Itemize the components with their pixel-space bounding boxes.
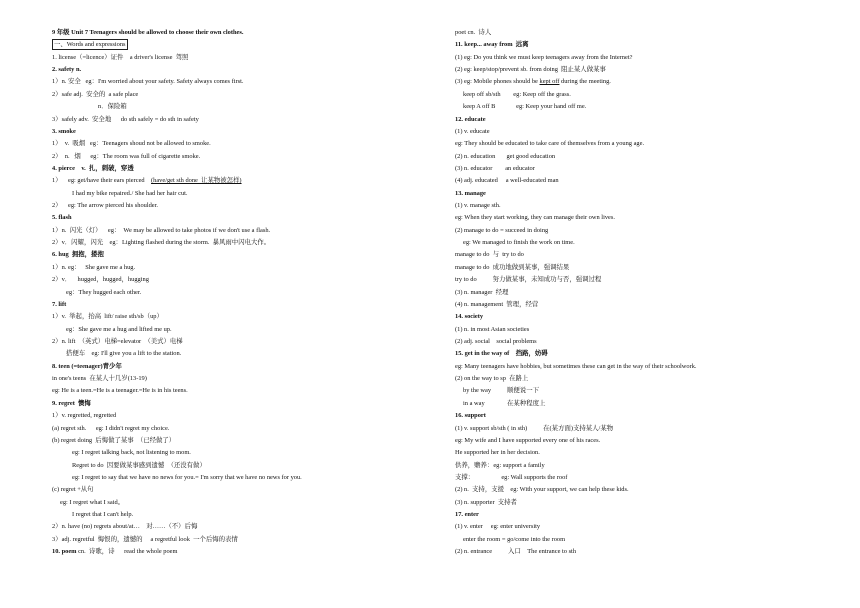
text-line: 1） eg: get/have their ears pierced (have/get sth done 让某物被怎样)	[52, 177, 242, 185]
text-line: 支撑： eg: Wall supports the roof	[455, 473, 568, 481]
text-line: 2） n. 烟 eg：The room was full of cigarette smoke.	[52, 152, 201, 160]
text-line: eg: We managed to finish the work on time.	[463, 239, 575, 247]
text-line: 11. keep... away from 远离	[455, 41, 529, 49]
text-line: (3) n. supporter 支持者	[455, 498, 517, 506]
text-line: 1）n. eg： She gave me a hug.	[52, 263, 136, 271]
text-line: (2) adj. social social problems	[455, 337, 537, 345]
text-line: (2) manage to do = succeed in doing	[455, 226, 549, 234]
text-line: 2）v．闪耀，闪光 eg：Lighting flashed during the storm. 暴风雨中闪电大作。	[52, 239, 271, 247]
text-line: in one's teens 在某人十几岁(13-19)	[52, 375, 147, 383]
text-line: (1) n. in most Asian societies	[455, 325, 530, 333]
text-line: 3. smoke	[52, 127, 76, 135]
text-line: (4) adj. educated a well-educated man	[455, 177, 559, 185]
text-line	[52, 39, 422, 51]
text-line: 15. get in the way of 挡路，妨碍	[455, 350, 548, 358]
text-line: (3) n. educator an educator	[455, 164, 535, 172]
text-line: (3) eg: Mobile phones should be kept off during the meeting.	[455, 78, 611, 86]
right-column	[455, 27, 835, 558]
text-line: 2）n. have (no) regrets about/at… 对……（不）后悔	[52, 523, 198, 531]
text-line: (3) n. manager 经理	[455, 288, 509, 296]
text-line: manage to do 与 try to do	[455, 251, 524, 259]
text-line: (2) n. entrance 入口 The entrance to sth	[455, 548, 577, 556]
text-line: eg: Many teenagers have hobbies, but sometimes these can get in the way of their schoolwork.	[455, 362, 697, 370]
text-line: (a) regret sth. eg: I didn't regret my choice.	[52, 424, 170, 432]
text-line: eg: He is a teen.=He is a teenager.=He is in his teens.	[52, 387, 188, 395]
text-line: (1) v. educate	[455, 127, 490, 135]
text-line: 1）n. 安全 eg：I'm worried about your safety. Safety always comes first.	[52, 78, 244, 86]
text-line: eg: I regret what I said。	[60, 498, 125, 506]
text-line: 13. manage	[455, 189, 486, 197]
text-line: I regret that I can't help.	[72, 511, 134, 519]
text-line: 搭便车 eg: I'll give you a lift to the station.	[66, 350, 182, 358]
text-line: 12. educate	[455, 115, 486, 123]
text-line: (1) v. support sb/sth ( in sth) 在(某方面)支持某人/某物	[455, 424, 614, 432]
text-line: 2）v． hugged，hugged，hugging	[52, 276, 149, 284]
text-line: keep A off B eg: Keep your hand off me.	[463, 103, 587, 111]
text-line: eg: When they start working, they can manage their own lives.	[455, 214, 615, 222]
left-column	[52, 27, 422, 558]
text-line: 6. hug 拥抱，搂抱	[52, 251, 104, 259]
text-line: eg: My wife and I have supported every one of his races.	[455, 436, 601, 444]
text-line: (2) eg: keep/stop/prevent sb. from doing 阻止某人做某事	[455, 66, 606, 74]
text-line: 1）v. regretted, regretted	[52, 412, 117, 420]
text-line: by the way 顺便说一下	[463, 387, 539, 395]
text-line: I had my bike repaired./ She had her hair cut.	[72, 189, 188, 197]
text-line: (4) n. management 管理，经营	[455, 300, 539, 308]
text-line: manage to do 成功地做到某事，强调结果	[455, 263, 570, 271]
text-line: in a way 在某种程度上	[463, 399, 546, 407]
text-line: 2. safety n.	[52, 66, 82, 74]
text-line: 10. poem cn. 诗歌，诗 read the whole poem	[52, 548, 178, 556]
text-line: eg：She gave me a hug and lifted me up.	[66, 325, 172, 333]
text-line: 7. lift	[52, 300, 67, 308]
text-line: eg: They should be educated to take care of themselves from a young age.	[455, 140, 645, 148]
text-line: enter the room = go/come into the room	[463, 535, 566, 543]
text-line: 1）n. 闪光（灯） eg： We may be allowed to take photos if we don't use a flash.	[52, 226, 271, 234]
text-line: (2) n. 支持，支援 eg: With your support, we can help these kids.	[455, 486, 629, 494]
text-line: 3）safely adv. 安全地 do sth safely = do sth in safety	[52, 115, 199, 123]
text-line: keep off sb/sth eg: Keep off the grass.	[463, 90, 571, 98]
text-line: 8. teen (=teenager)青少年	[52, 362, 122, 370]
text-line: 2）safe adj. 安全的 a safe place	[52, 90, 139, 98]
text-line: n．保险箱	[98, 103, 127, 111]
text-line: (1) v. enter eg: enter university	[455, 523, 541, 531]
text-line: (2) on the way to sp 在路上	[455, 375, 529, 383]
text-line: try to do 努力做某事，未知成功与否，强调过程	[455, 276, 602, 284]
text-line: poet cn. 诗人	[455, 29, 492, 36]
text-line: 5. flash	[52, 214, 72, 222]
text-line: eg: I regret talking back, not listening to mom.	[72, 449, 191, 457]
text-line: Regret to do 因要做某事感到遗憾 （还没有做）	[72, 461, 206, 469]
text-line: 14. society	[455, 313, 484, 321]
text-line: (1) v. manage sth.	[455, 202, 501, 210]
text-line: 1）v. 举起，抬高 lift/ raise sth/sb（up）	[52, 313, 163, 321]
text-line: eg：They hugged each other.	[66, 288, 142, 296]
text-line: 4. pierce v. 扎，刺破，穿透	[52, 164, 134, 172]
text-line: 1. license（=licence）证件 a driver's license 驾照	[52, 53, 189, 61]
text-line: 9. regret 懊悔	[52, 399, 91, 407]
text-line: eg: I regret to say that we have no news for you.= I'm sorry that we have no news for you.	[72, 473, 302, 481]
text-line: (b) regret doing 后悔做了某事 （已经做了）	[52, 436, 176, 444]
text-line: 1） v. 吸烟 eg：Teenagers shoud not be allowed to smoke.	[52, 140, 211, 148]
text-line: 2） eg: The arrow pierced his shoulder.	[52, 202, 159, 210]
text-line: (c) regret +从句	[52, 486, 94, 494]
text-line: 3）adj. regretful 悔恨的，遗憾的 a regretful look 一个后悔的表情	[52, 535, 238, 543]
text-line: 17. enter	[455, 511, 479, 519]
text-line: (2) n. education get good education	[455, 152, 556, 160]
text-line: 2）n. lift （英式）电梯=elevator （美式）电梯	[52, 337, 183, 345]
section-heading: 一、Words and expressions	[54, 41, 126, 49]
text-line: 供养，赡养：eg: support a family	[455, 461, 545, 469]
text-line: (1) eg: Do you think we must keep teenagers away from the Internet?	[455, 53, 633, 61]
text-line: He supported her in her decision.	[455, 449, 540, 457]
text-line: 9 年级 Unit 7 Teenagers should be allowed to choose their own clothes.	[52, 29, 244, 36]
text-line: 16. support	[455, 412, 486, 420]
